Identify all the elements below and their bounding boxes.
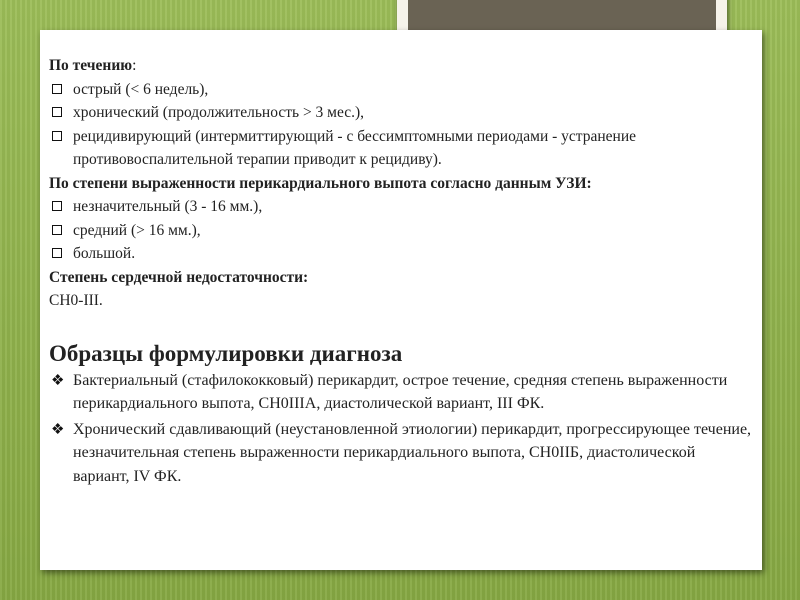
examples-title: Образцы формулировки диагноза — [49, 340, 403, 366]
heart-failure-value: СН0-III. — [49, 292, 103, 309]
course-item-text: острый (< 6 недель), — [73, 80, 209, 98]
effusion-heading: По степени выраженности перикардиального выпота согласно данным УЗИ: — [49, 174, 592, 192]
checkbox-square-icon — [52, 131, 62, 141]
course-item — [49, 101, 752, 125]
checkbox-square-icon — [52, 201, 62, 211]
example-item — [49, 369, 752, 416]
effusion-item — [49, 242, 752, 266]
checkbox-square-icon — [52, 107, 62, 117]
four-diamond-icon: ❖ — [51, 372, 65, 389]
course-item-text: хронический (продолжительность > 3 мес.), — [73, 104, 365, 121]
effusion-item-text: большой. — [73, 245, 136, 262]
effusion-item-text: незначительный (3 - 16 мм.), — [73, 198, 263, 215]
checkbox-square-icon — [52, 225, 62, 235]
effusion-item — [49, 219, 752, 243]
example-item-text: Бактериальный (стафилококковый) перикардит, острое течение, средняя степень выраженности перикардиального выпота, СН0IIIА, диастолической вариант, III ФК. — [73, 371, 728, 412]
slide-content-card — [40, 30, 762, 570]
checkbox-square-icon — [52, 84, 62, 94]
course-item — [49, 78, 752, 102]
course-heading-line — [49, 54, 752, 78]
example-item-text: Хронический сдавливающий (неустановленной этиологии) перикардит, прогрессирующее течение, незначительная степень выраженности перикардиального выпота, СН0IIБ, диастолической вариант, IV ФК. — [73, 420, 752, 485]
course-heading: По течению — [49, 57, 133, 74]
four-diamond-icon: ❖ — [51, 421, 65, 438]
example-item — [49, 418, 752, 489]
effusion-item — [49, 195, 752, 219]
course-item — [49, 125, 752, 172]
heart-failure-heading: Степень сердечной недостаточности: — [49, 268, 309, 286]
effusion-item-text: средний (> 16 мм.), — [73, 221, 201, 239]
course-item-text: рецидивирующий (интермиттирующий - с бессимптомными периодами - устранение противовоспалительной терапии приводит к рецидиву). — [73, 127, 637, 168]
checkbox-square-icon — [52, 248, 62, 258]
course-heading-colon: : — [132, 57, 137, 74]
